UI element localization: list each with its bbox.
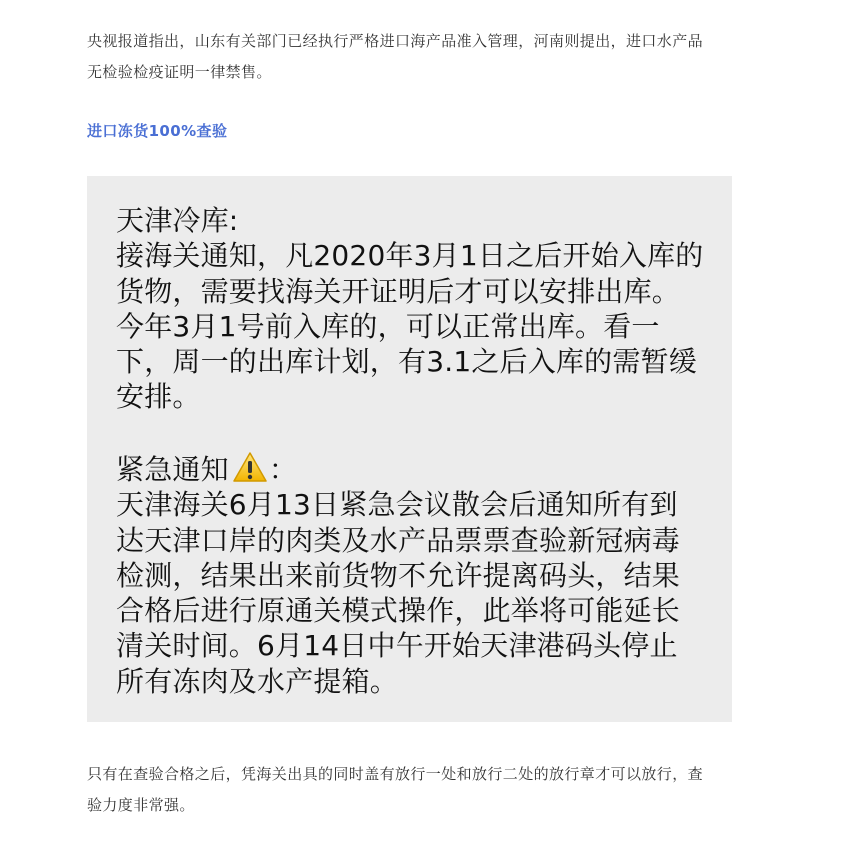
intro-line: 央视报道指出，山东有关部门已经执行严格进口海产品准入管理，河南则提出，进口水产品 — [87, 32, 704, 50]
closing-line: 只有在查验合格之后，凭海关出具的同时盖有放行一处和放行二处的放行章才可以放行，查 — [87, 765, 704, 783]
notice-line: 天津海关6月13日紧急会议散会后通知所有到 — [116, 488, 678, 522]
notice-line: 今年3月1号前入库的，可以正常出库。看一 — [116, 309, 660, 343]
notice-line: 达天津口岸的肉类及水产品票票查验新冠病毒 — [116, 523, 681, 557]
intro-paragraph — [87, 26, 747, 88]
notice-line: 货物，需要找海关开证明后才可以安排出库。 — [116, 274, 681, 308]
notice-line: 所有冻肉及水产提箱。 — [116, 664, 399, 698]
closing-line: 验力度非常强。 — [87, 796, 195, 814]
notice-line: 合格后进行原通关模式操作，此举将可能延长 — [116, 594, 681, 628]
notice-line: 检测，结果出来前货物不允许提离码头，结果 — [116, 558, 681, 592]
urgent-title-colon: ： — [268, 453, 298, 486]
notice-line: 下，周一的出库计划，有3.1之后入库的需暂缓 — [116, 345, 697, 379]
notice-screenshot-image — [87, 176, 732, 722]
urgent-notice — [116, 451, 716, 699]
notice-line: 安排。 — [116, 380, 201, 414]
warning-icon — [232, 451, 268, 483]
intro-line: 无检验检疫证明一律禁售。 — [87, 63, 272, 81]
cold-storage-notice — [116, 203, 716, 415]
notice-line: 天津冷库: — [116, 204, 239, 237]
section-heading: 进口冻货100%查验 — [87, 122, 228, 140]
notice-line: 接海关通知，凡2020年3月1日之后开始入库的 — [116, 239, 704, 273]
closing-paragraph — [87, 759, 747, 821]
urgent-title-text: 紧急通知 — [116, 453, 229, 486]
urgent-notice-title — [116, 451, 716, 487]
notice-line: 清关时间。6月14日中午开始天津港码头停止 — [116, 629, 678, 663]
